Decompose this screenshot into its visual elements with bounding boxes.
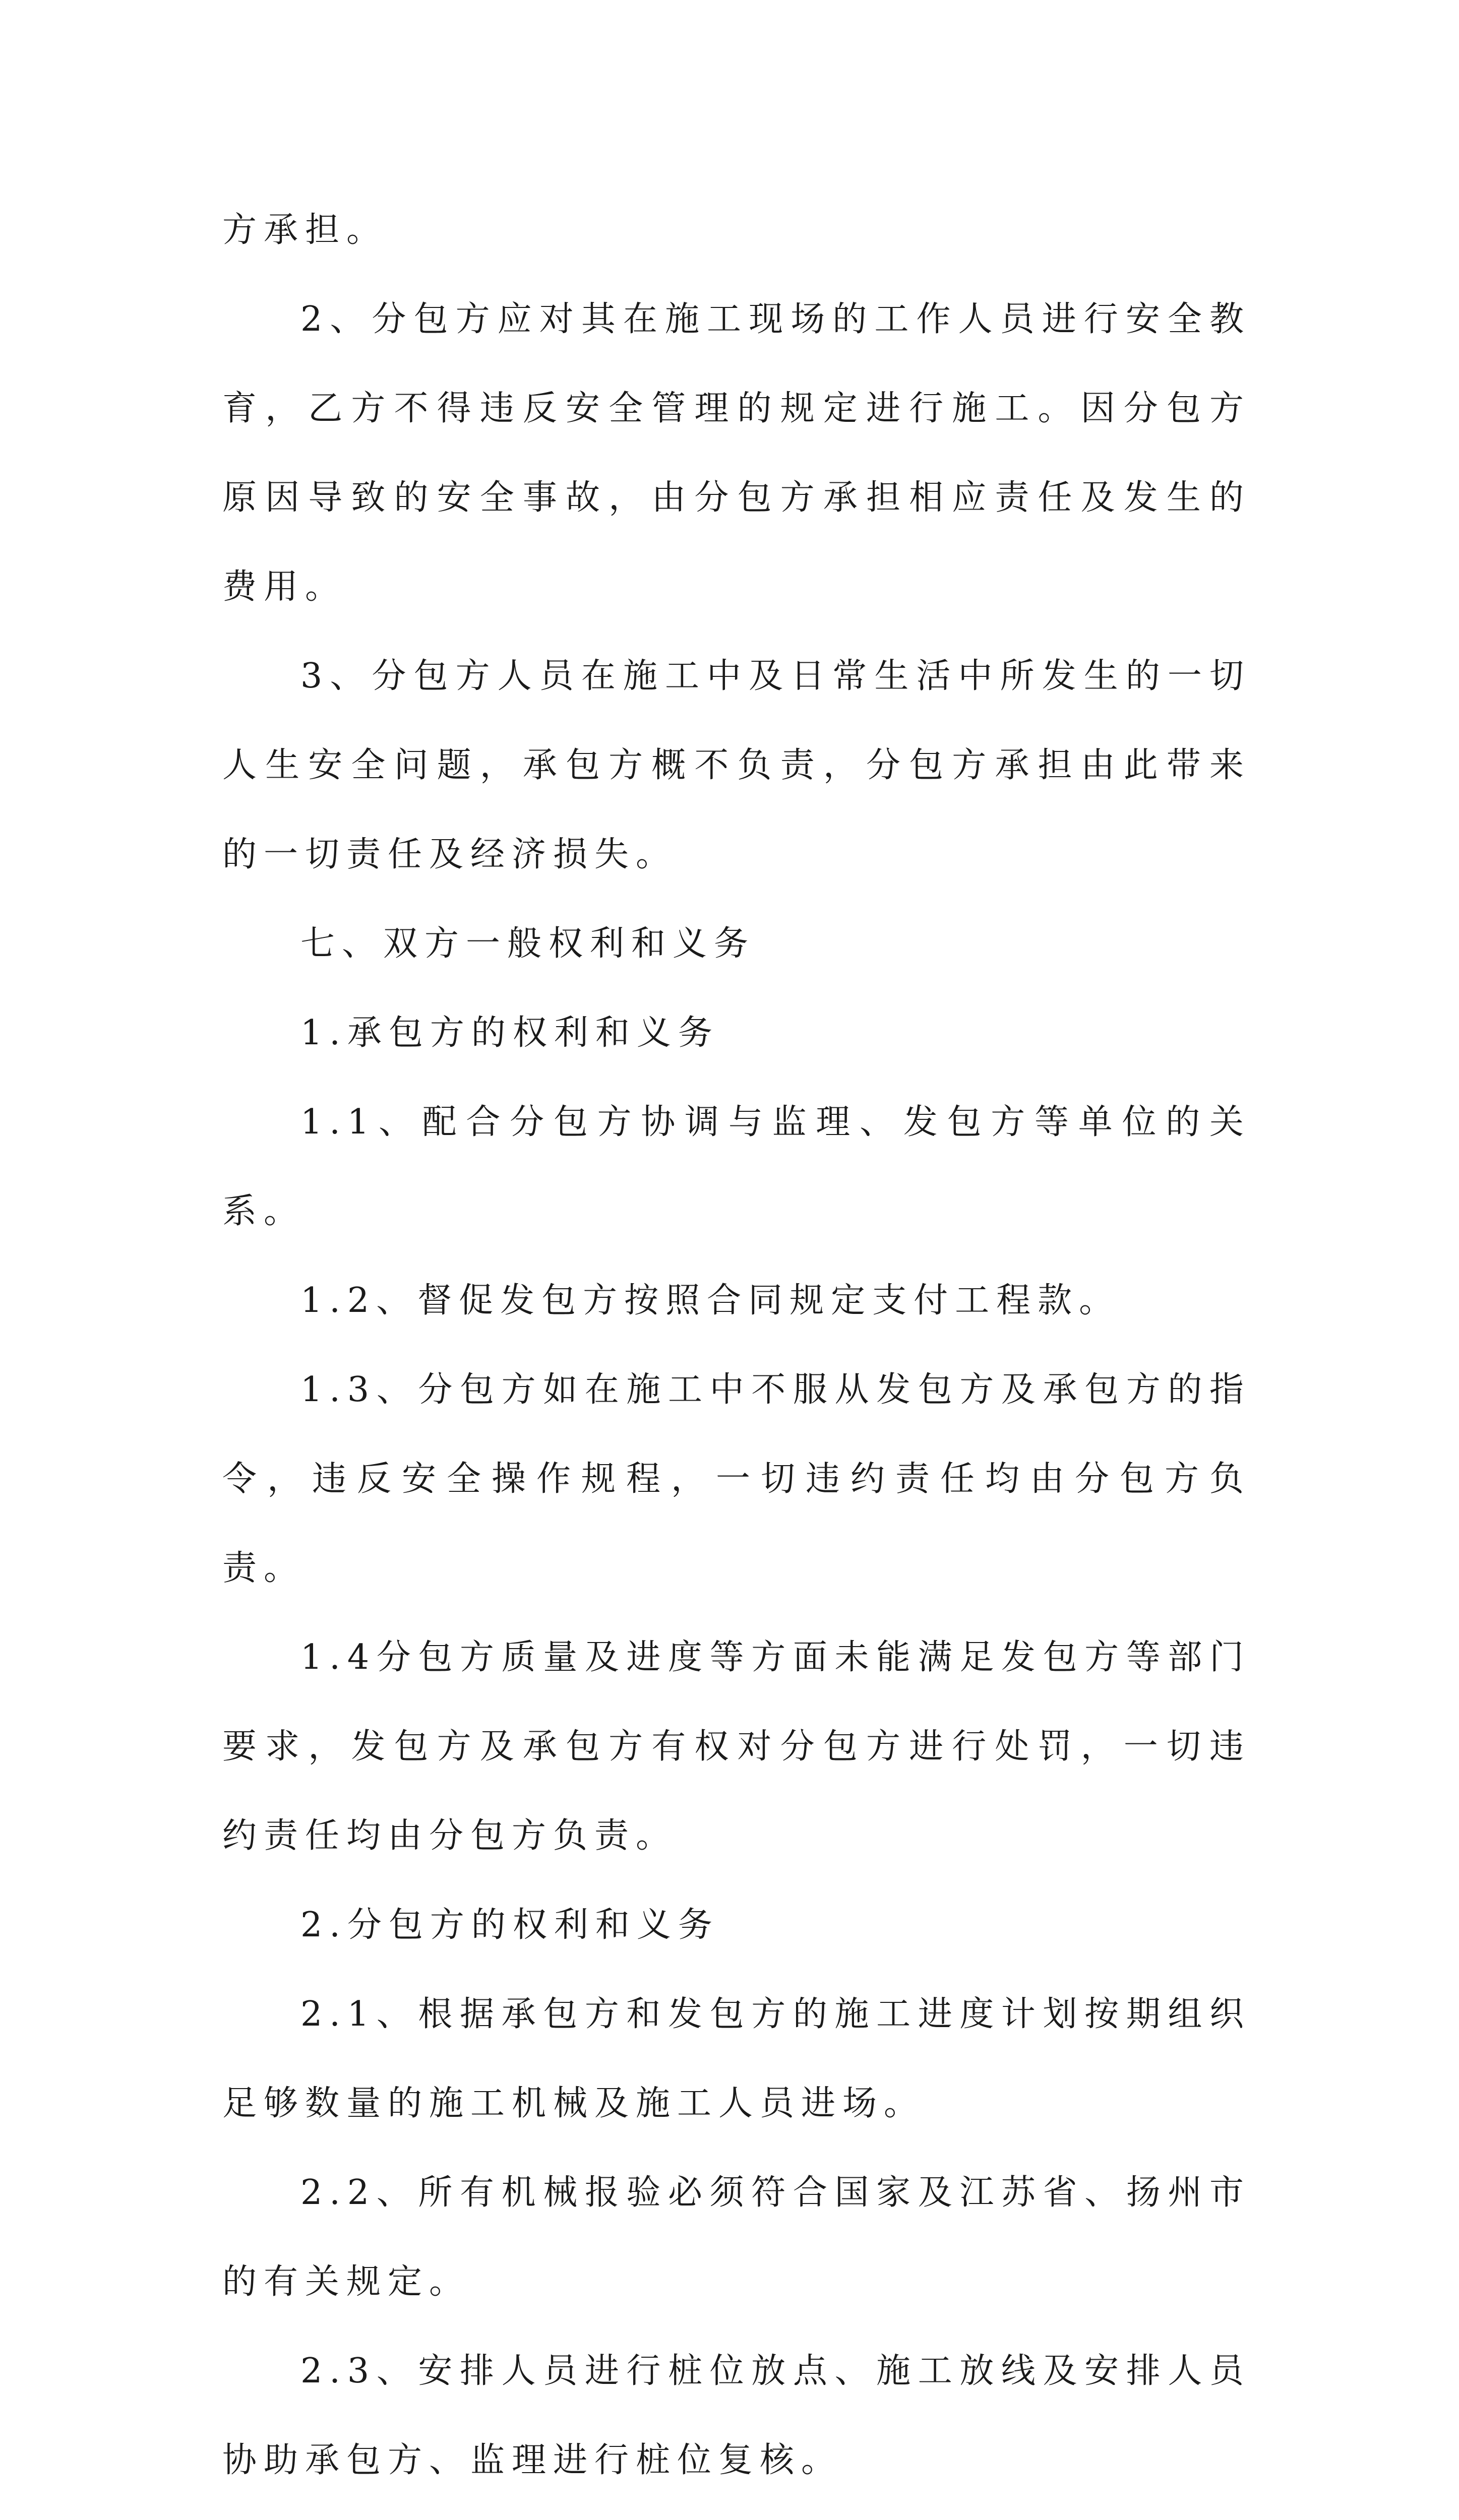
paragraph-clause-2-4	[222, 2505, 1251, 2520]
paragraph-clause-2-1: 2.1、根据承包方和发包方的施工进度计划按期组织足够数量的施工机械及施工人员进场。	[222, 1994, 1251, 2123]
subsection-heading-2: 2.分包方的权利和义务	[300, 1905, 719, 1945]
document-body	[222, 185, 1251, 2520]
paragraph-clause-3: 3、分包方人员在施工中及日常生活中所发生的一切人生安全问题，承包方概不负责，分包方承担由此带来的一切责任及经济损失。	[222, 656, 1251, 874]
paragraph-clause-1-4: 1.4分包方质量及进度等方面未能满足发包方等部门要求，发包方及承包方有权对分包方进行处罚，一切违约责任均由分包方负责。	[222, 1637, 1251, 1856]
paragraph-continuation: 方承担。	[222, 210, 388, 250]
paragraph-clause-2-3: 2.3、安排人员进行桩位放点、施工放线及安排人员协助承包方、监理进行桩位复核。	[222, 2351, 1251, 2480]
paragraph-clause-1-2: 1.2、督促发包方按照合同规定支付工程款。	[300, 1281, 1121, 1320]
paragraph-clause-1-3: 1.3、分包方如在施工中不服从发包方及承包方的指令，违反安全操作规程，一切违约责任均由分包方负责。	[222, 1370, 1251, 1588]
subsection-heading-1: 1.承包方的权利和义务	[300, 1013, 719, 1053]
paragraph-clause-1-1: 1.1、配合分包方协调与监理、发包方等单位的关系。	[222, 1102, 1251, 1231]
paragraph-clause-2: 2、分包方应对其在施工现场的工作人员进行安全教育，乙方不得违反安全管理的规定进行施工。因分包方原因导致的安全事故，由分包方承担相应责任及发生的费用。	[222, 299, 1251, 607]
section-heading-7: 七、双方一般权利和义务	[300, 924, 756, 964]
paragraph-clause-2-2: 2.2、所有机械报验必须符合国家及江苏省、扬州市的有关规定。	[222, 2173, 1251, 2302]
